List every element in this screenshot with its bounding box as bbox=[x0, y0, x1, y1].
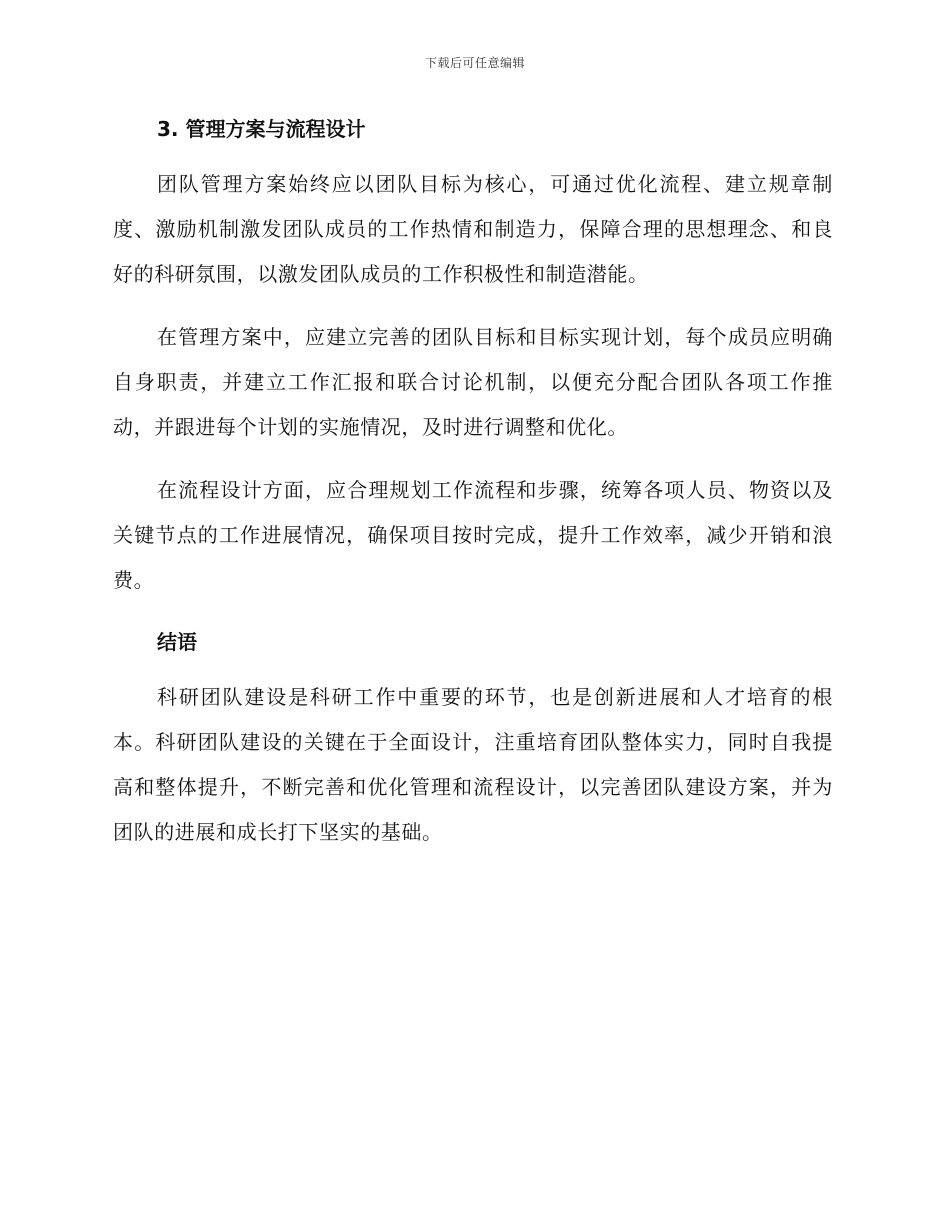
section-paragraph-3: 在流程设计方面，应合理规划工作流程和步骤，统筹各项人员、物资以及关键节点的工作进展情况，确保项目按时完成，提升工作效率，减少开销和浪费。 bbox=[113, 478, 833, 592]
conclusion-heading: 结语 bbox=[157, 630, 197, 654]
section-heading: 3. 管理方案与流程设计 bbox=[157, 117, 366, 141]
document-body bbox=[113, 112, 833, 855]
header-note: 下载后可任意编辑 bbox=[424, 56, 525, 70]
section-paragraph-1: 团队管理方案始终应以团队目标为核心，可通过优化流程、建立规章制度、激励机制激发团队成员的工作热情和制造力，保障合理的思想理念、和良好的科研氛围，以激发团队成员的工作积极性和制造潜能。 bbox=[113, 172, 833, 286]
conclusion-paragraph-1: 科研团队建设是科研工作中重要的环节，也是创新进展和人才培育的根本。科研团队建设的关键在于全面设计，注重培育团队整体实力，同时自我提高和整体提升，不断完善和优化管理和流程设计，以完善团队建设方案，并为团队的进展和成长打下坚实的基础。 bbox=[113, 685, 833, 844]
section-paragraph-2: 在管理方案中，应建立完善的团队目标和目标实现计划，每个成员应明确自身职责，并建立工作汇报和联合讨论机制，以便充分配合团队各项工作推动，并跟进每个计划的实施情况，及时进行调整和优化。 bbox=[113, 325, 833, 439]
